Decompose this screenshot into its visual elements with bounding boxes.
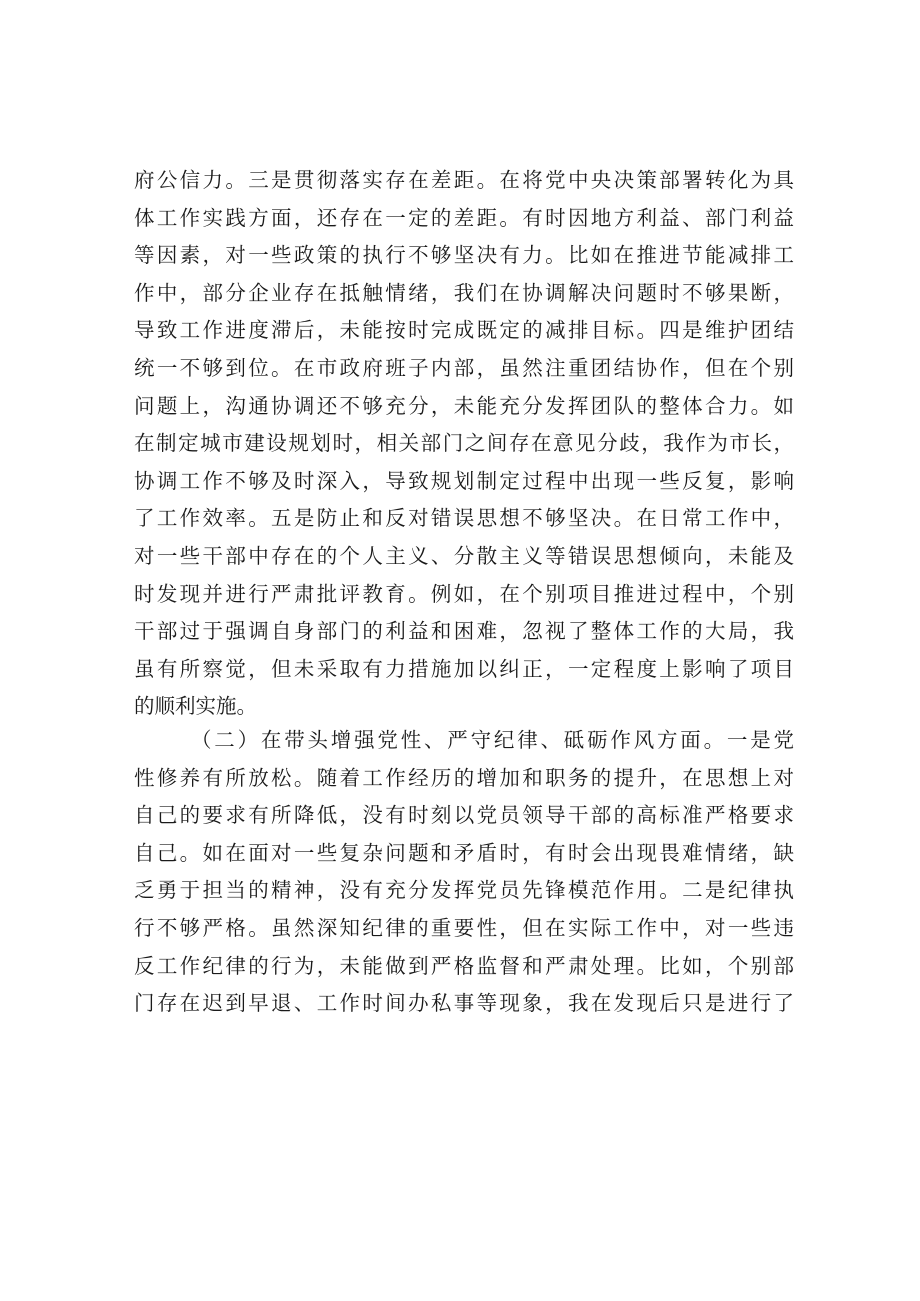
text-line: 协调工作不够及时深入，导致规划制定过程中出现一些反复，影响 — [134, 468, 794, 493]
text-line: 作中，部分企业存在抵触情绪，我们在协调解决问题时不够果断， — [134, 280, 794, 305]
text-line: 自己。如在面对一些复杂问题和矛盾时，有时会出现畏难情绪，缺 — [134, 840, 794, 865]
text-line: 性修养有所放松。随着工作经历的增加和职务的提升，在思想上对 — [134, 765, 794, 790]
text-line: 问题上，沟通协调还不够充分，未能充分发挥团队的整体合力。如 — [134, 393, 794, 418]
text-line: 体工作实践方面，还存在一定的差距。有时因地方利益、部门利益 — [134, 205, 794, 230]
text-line: 虽有所察觉，但未采取有力措施加以纠正，一定程度上影响了项目 — [134, 656, 794, 681]
text-line: 导致工作进度滞后，未能按时完成既定的减排目标。四是维护团结 — [134, 318, 794, 343]
text-line: 的顺利实施。 — [134, 694, 257, 719]
text-line: 统一不够到位。在市政府班子内部，虽然注重团结协作，但在个别 — [134, 355, 794, 380]
text-line: 自己的要求有所降低，没有时刻以党员领导干部的高标准严格要求 — [134, 803, 794, 828]
paragraph-section-two — [134, 722, 794, 1023]
text-line: 时发现并进行严肃批评教育。例如，在个别项目推进过程中，个别 — [134, 581, 794, 606]
text-line: 行不够严格。虽然深知纪律的重要性，但在实际工作中，对一些违 — [134, 915, 794, 940]
text-line: 等因素，对一些政策的执行不够坚决有力。比如在推进节能减排工 — [134, 243, 794, 268]
text-line: 乏勇于担当的精神，没有充分发挥党员先锋模范作用。二是纪律执 — [134, 878, 794, 903]
text-line: 对一些干部中存在的个人主义、分散主义等错误思想倾向，未能及 — [134, 543, 794, 568]
text-line: 干部过于强调自身部门的利益和困难，忽视了整体工作的大局，我 — [134, 619, 794, 644]
text-line: 府公信力。三是贯彻落实存在差距。在将党中央决策部署转化为具 — [134, 168, 794, 192]
text-line: 门存在迟到早退、工作时间办私事等现象，我在发现后只是进行了 — [134, 991, 794, 1016]
paragraph-continuation — [134, 162, 794, 726]
text-line: 了工作效率。五是防止和反对错误思想不够坚决。在日常工作中， — [134, 506, 794, 531]
text-line: 反工作纪律的行为，未能做到严格监督和严肃处理。比如，个别部 — [134, 953, 794, 978]
section-heading-line: （二）在带头增强党性、严守纪律、砥砺作风方面。一是党 — [191, 728, 794, 752]
text-line: 在制定城市建设规划时，相关部门之间存在意见分歧，我作为市长， — [134, 431, 794, 456]
